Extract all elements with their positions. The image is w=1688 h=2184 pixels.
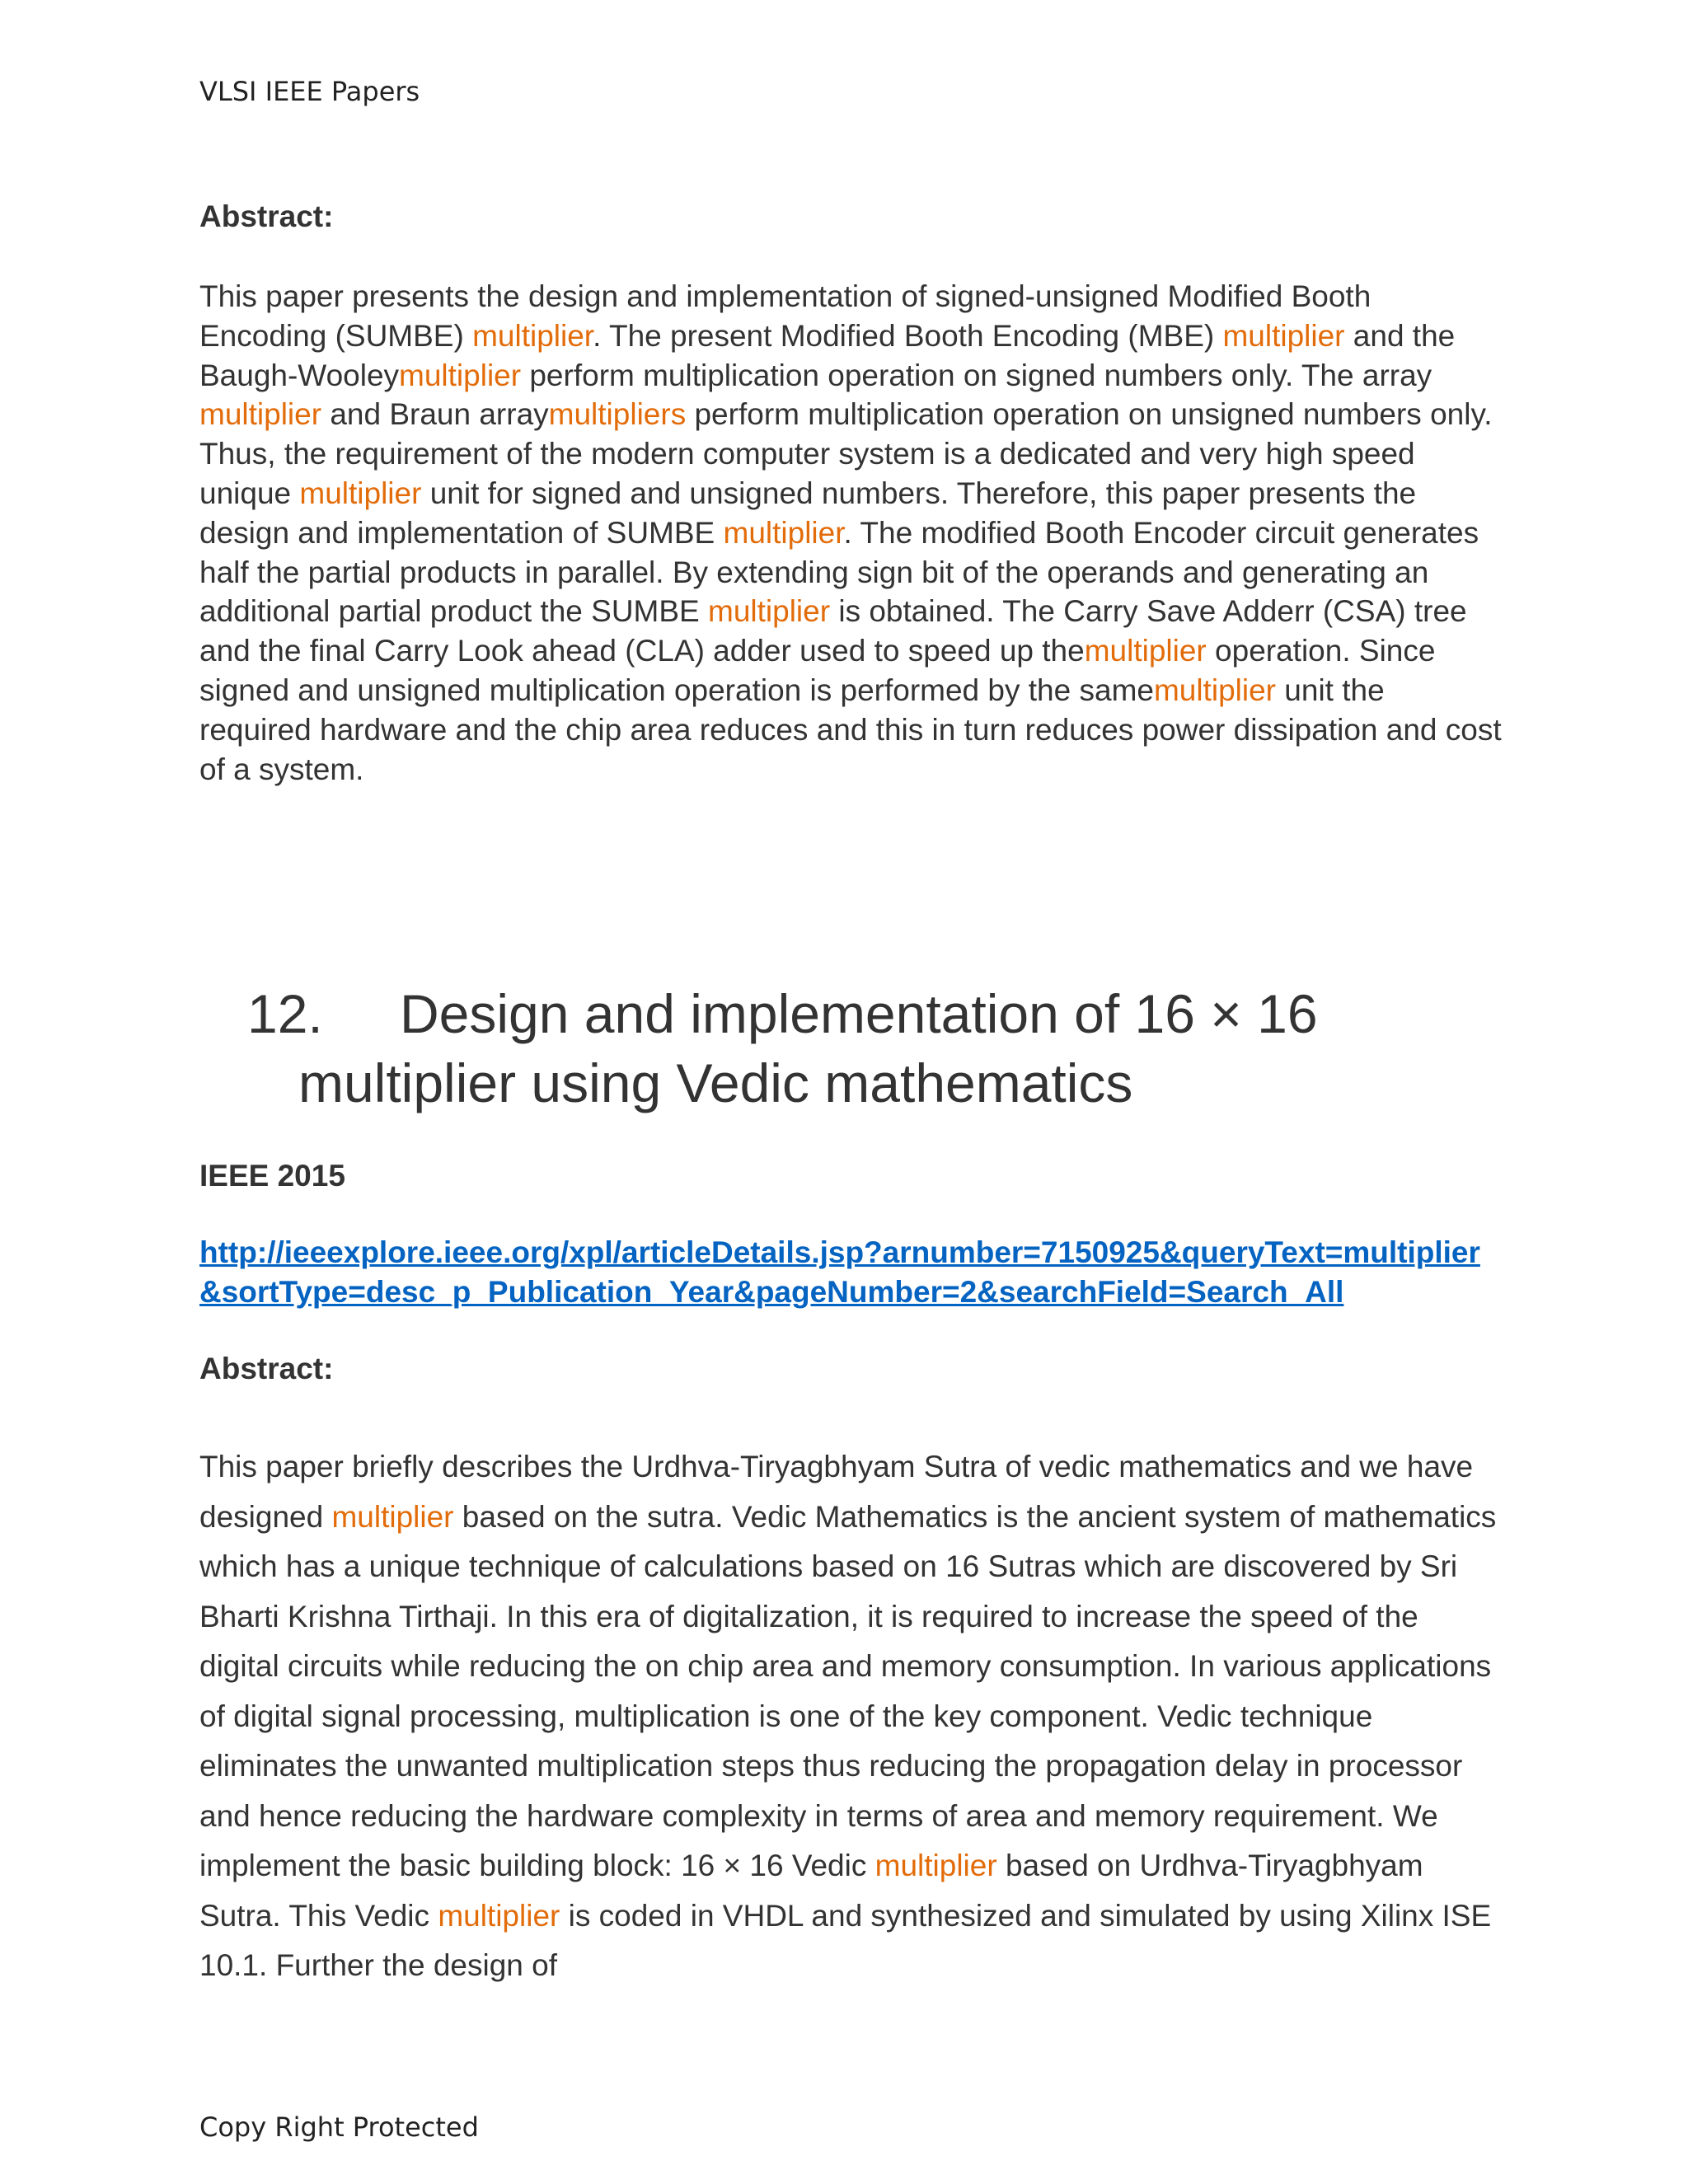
highlighted-keyword: multiplier [299,476,422,510]
paper-link[interactable]: http://ieeexplore.ieee.org/xpl/articleDetails.jsp?arnumber=7150925&queryText=multiplier&sortType=desc_p_Publication_Year&pageNumber=2&searchField=Search_All [199,1235,1480,1309]
highlighted-keyword: multiplier [331,1499,454,1534]
abstract-label: Abstract: [199,199,334,233]
page-header: VLSI IEEE Papers [199,76,420,107]
highlighted-keyword: multipliers [548,397,687,432]
highlighted-keyword: multiplier [199,397,322,432]
highlighted-keyword: multiplier [1153,673,1277,707]
highlighted-keyword: multiplier [472,318,593,353]
abstract-paragraph: This paper briefly describes the Urdhva-Tiryagbhyam Sutra of vedic mathematics and we have designed multiplier based on the sutra. Vedic Mathematics is the ancient system of mathematics which has a unique technique of calculations based on 16 Sutras which are discovered by Sri Bharti Krishna Tirthaji. In this era of digitalization, it is required to increase the speed of the digital circuits while reducing the on chip area and memory consumption. In various applications of digital signal processing, multiplication is one of the key component. Vedic technique eliminates the unwanted multiplication steps thus reducing the propagation delay in processor and hence reducing the hardware complexity in terms of area and memory requirement. We implement the basic building block: 16 × 16 Vedic multiplier based on Urdhva-Tiryagbhyam Sutra. This Vedic multiplier is coded in VHDL and synthesized and simulated by using Xilinx ISE 10.1. Further the design of [199,1450,1497,1982]
section-title-line1: Design and implementation of 16 × 16 [400,983,1318,1044]
publication-year: IEEE 2015 [199,1159,345,1193]
abstract-paragraph: This paper presents the design and implementation of signed-unsigned Modified Booth Encoding (SUMBE) multiplier. The present Modified Booth Encoding (MBE) multiplier and the Baugh-Wooleymultiplier perform multiplication operation on signed numbers only. The array multiplier and Braun arraymultipliers perform multiplication operation on unsigned numbers only. Thus, the requirement of the modern computer system is a dedicated and very high speed unique multiplier unit for signed and unsigned numbers. Therefore, this paper presents the design and implementation of SUMBE multiplier. The modified Booth Encoder circuit generates half the partial products in parallel. By extending sign bit of the operands and generating an additional partial product the SUMBE multiplier is obtained. The Carry Save Adderr (CSA) tree and the final Carry Look ahead (CLA) adder used to speed up themultiplier operation. Since signed and unsigned multiplication operation is performed by the samemultiplier unit the required hardware and the chip area reduces and this in turn reduces power dissipation and cost of a system. [199,279,1502,786]
section-number: 12. [247,983,323,1044]
highlighted-keyword: multiplier [438,1898,560,1933]
highlighted-keyword: multiplier [399,358,522,392]
highlighted-keyword: multiplier [708,594,831,629]
highlighted-keyword: multiplier [874,1849,997,1882]
highlighted-keyword: multiplier [1084,634,1207,668]
section-heading [247,979,1484,1118]
section-title-line2: multiplier using Vedic mathematics [298,1052,1133,1113]
highlighted-keyword: multiplier [723,515,844,550]
page-footer: Copy Right Protected [199,2111,479,2143]
highlighted-keyword: multiplier [1222,318,1345,353]
abstract-label: Abstract: [199,1352,334,1385]
